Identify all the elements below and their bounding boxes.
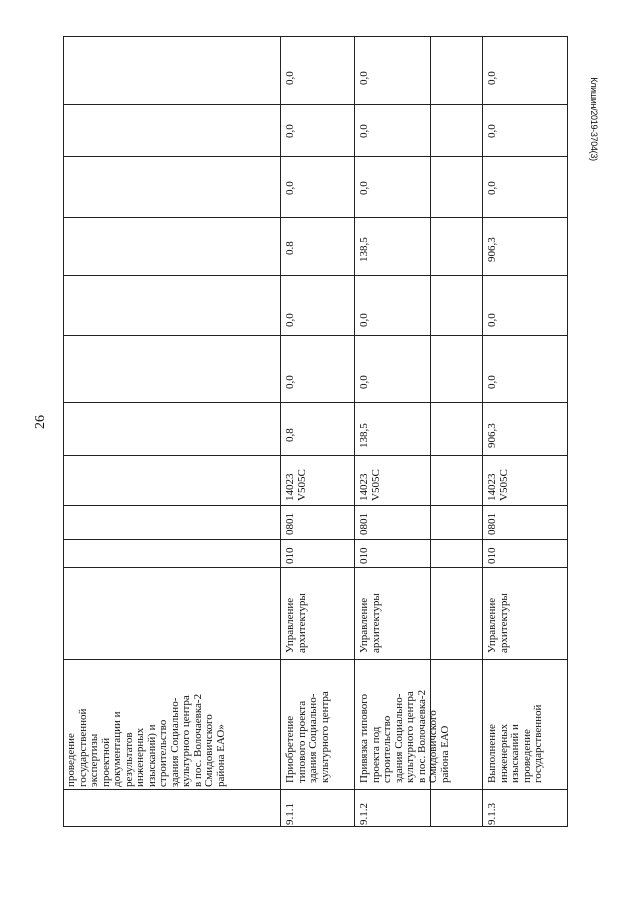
cell-line: Выполнение xyxy=(486,724,498,783)
row-3-rz-text: 0801 xyxy=(486,513,498,535)
row-1-v3-text: 0,0 xyxy=(284,313,296,327)
row-2-name xyxy=(359,690,451,783)
row-3-name xyxy=(487,705,545,783)
row-0-name xyxy=(66,694,227,787)
cell-line: проведение xyxy=(520,729,533,783)
row-divider xyxy=(64,455,567,456)
cell-line: в пос. Волочаевка-2 xyxy=(415,689,428,783)
row-divider xyxy=(64,402,567,403)
row-3-v1-text: 906,3 xyxy=(486,423,498,448)
row-3-csr xyxy=(487,469,510,501)
row-2-v5-text: 0,0 xyxy=(358,181,370,195)
cell-line: архитектуры xyxy=(369,593,382,653)
cell-line: 14023 xyxy=(486,473,498,501)
row-1-v4-text: 0.8 xyxy=(284,241,296,255)
cell-line: проведение xyxy=(65,733,77,787)
row-1-v1-text: 0,8 xyxy=(284,428,296,442)
row-divider xyxy=(64,217,567,218)
row-3-num-text: 9.1.3 xyxy=(486,803,498,825)
row-divider xyxy=(64,335,567,336)
cell-line: 14023 xyxy=(284,473,296,501)
row-1-v5-text: 0,0 xyxy=(284,181,296,195)
cell-line: Приобретение xyxy=(284,715,296,783)
row-3-v6-text: 0,0 xyxy=(486,124,498,138)
row-1-rz-text: 0801 xyxy=(284,513,296,535)
row-1-v6-text: 0,0 xyxy=(284,124,296,138)
cell-line: строительство xyxy=(381,715,393,783)
row-divider xyxy=(64,567,567,568)
budget-table xyxy=(63,36,568,827)
row-3-v4-text: 906,3 xyxy=(486,237,498,262)
cell-line: культурного центра xyxy=(404,691,416,783)
cell-line: 14023 xyxy=(358,473,370,501)
row-2-v7-text: 0,0 xyxy=(358,71,370,85)
cell-line: Смидовичского xyxy=(427,710,439,783)
row-3-executor xyxy=(487,593,510,653)
row-3-v5-text: 0,0 xyxy=(486,181,498,195)
row-3-grbs-text: 010 xyxy=(486,547,498,564)
row-1-grbs-text: 010 xyxy=(284,547,296,564)
row-divider xyxy=(64,659,567,660)
row-3-v3-text: 0,0 xyxy=(486,313,498,327)
document-stamp xyxy=(588,44,600,194)
stamp-text: Клишин/2019-3704(3) xyxy=(589,77,599,161)
row-2-v4-text: 138,5 xyxy=(358,237,370,262)
row-divider xyxy=(64,789,567,790)
cell-line: документации и xyxy=(111,711,123,787)
cell-line: изысканий и xyxy=(509,724,521,783)
cell-line: типового проекта xyxy=(295,700,308,783)
cell-line: здания Социально- xyxy=(307,693,319,783)
cell-line: V505C xyxy=(369,469,382,501)
cell-line: Управление xyxy=(284,597,296,653)
cell-line: Управление xyxy=(358,597,370,653)
row-divider xyxy=(64,505,567,506)
cell-line: архитектуры xyxy=(497,593,510,653)
row-2-v3-text: 0,0 xyxy=(358,313,370,327)
cell-line: здания Социально- xyxy=(168,697,181,787)
row-divider xyxy=(64,104,567,105)
row-1-name xyxy=(285,691,331,783)
cell-line: изысканий) и xyxy=(145,724,158,787)
cell-line: государственной xyxy=(76,708,89,787)
cell-line: в пос. Волочаевка-2 xyxy=(191,693,204,787)
row-3-v7-text: 0,0 xyxy=(486,71,498,85)
row-2-v2-text: 0,0 xyxy=(358,375,370,389)
cell-line: экспертизы xyxy=(88,733,100,787)
cell-line: V505C xyxy=(295,469,308,501)
cell-line: архитектуры xyxy=(295,593,308,653)
row-1-num-text: 9.1.1 xyxy=(284,803,296,825)
cell-line: государственной xyxy=(532,704,544,783)
cell-line: культурного центра xyxy=(180,695,192,787)
cell-line: строительство xyxy=(157,719,169,787)
row-divider xyxy=(64,156,567,157)
cell-line: Управление xyxy=(486,597,498,653)
cell-line: здания Социально- xyxy=(392,693,405,783)
row-3-v2-text: 0,0 xyxy=(486,375,498,389)
row-2-rz-text: 0801 xyxy=(358,513,370,535)
cell-line: проекта под xyxy=(369,726,382,783)
cell-line: инженерных xyxy=(497,723,510,783)
row-2-executor xyxy=(359,593,382,653)
row-2-v1-text: 138,5 xyxy=(358,423,370,448)
row-1-v7-text: 0,0 xyxy=(284,71,296,85)
page-number: 26 xyxy=(33,415,48,429)
cell-line: района ЕАО xyxy=(438,725,451,783)
cell-line: V505C xyxy=(497,469,510,501)
cell-line: Привязка типового xyxy=(358,693,370,783)
cell-line: проектной xyxy=(99,737,112,787)
row-2-v6-text: 0,0 xyxy=(358,124,370,138)
cell-line: культурного центра xyxy=(318,691,331,783)
row-1-v2-text: 0,0 xyxy=(284,375,296,389)
row-divider xyxy=(64,275,567,276)
row-2-grbs-text: 010 xyxy=(358,547,370,564)
row-divider xyxy=(64,539,567,540)
cell-line: инженерных xyxy=(134,727,146,787)
row-2-num-text: 9.1.2 xyxy=(358,803,370,825)
row-2-csr xyxy=(359,469,382,501)
cell-line: района ЕАО» xyxy=(214,724,227,787)
row-1-executor xyxy=(285,593,308,653)
cell-line: Смидовичского xyxy=(203,714,215,787)
cell-line: результатов xyxy=(122,732,135,787)
row-1-csr xyxy=(285,469,308,501)
